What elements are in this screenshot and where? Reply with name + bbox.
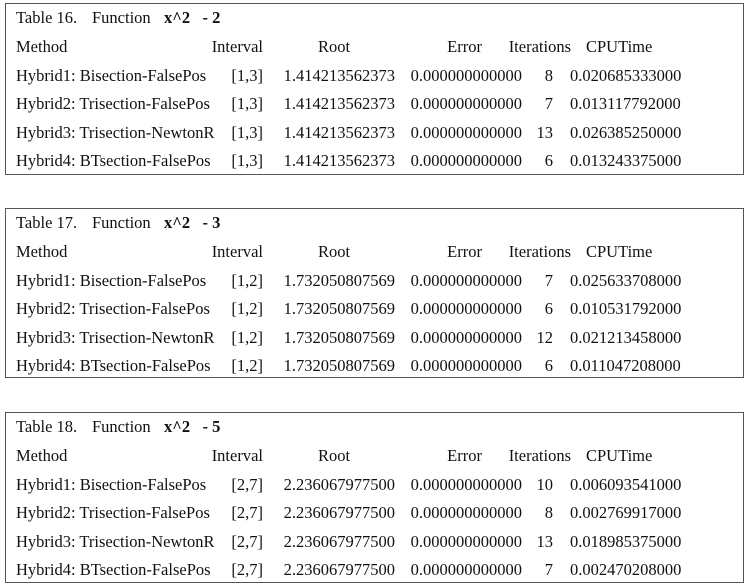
cell-root: 1.414213562373 bbox=[283, 151, 395, 170]
cell-cputime: 0.002769917000 bbox=[570, 503, 682, 522]
cell-error: 0.000000000000 bbox=[410, 270, 522, 290]
function-label: Function bbox=[92, 8, 151, 27]
cell-iterations: 10 bbox=[536, 474, 553, 494]
cell-iterations: 6 bbox=[544, 151, 553, 170]
cell-iterations: 6 bbox=[544, 299, 553, 318]
cell-cputime: 0.011047208000 bbox=[570, 356, 681, 375]
cell-cputime: 0.018985375000 bbox=[570, 531, 682, 551]
cell-root: 1.732050807569 bbox=[283, 270, 395, 290]
header-error: Error bbox=[447, 242, 482, 261]
cell-cputime: 0.025633708000 bbox=[570, 270, 682, 290]
cell-error: 0.000000000000 bbox=[410, 560, 522, 579]
cell-method: Hybrid1: Bisection-FalsePos bbox=[16, 270, 207, 290]
cell-interval: [1,3] bbox=[231, 122, 263, 142]
function-label: Function bbox=[92, 213, 151, 232]
cell-method: Hybrid4: BTsection-FalsePos bbox=[16, 560, 211, 579]
header-method: Method bbox=[16, 446, 68, 465]
cell-cputime: 0.002470208000 bbox=[570, 560, 682, 579]
cell-interval: [2,7] bbox=[231, 503, 263, 522]
cell-iterations: 7 bbox=[544, 270, 553, 290]
header-iterations: Iterations bbox=[508, 37, 571, 56]
cell-interval: [1,3] bbox=[231, 65, 263, 85]
cell-root: 1.414213562373 bbox=[283, 122, 395, 142]
cell-method: Hybrid3: Trisection-NewtonR bbox=[16, 327, 215, 347]
header-error: Error bbox=[447, 446, 482, 465]
header-interval: Interval bbox=[211, 446, 263, 465]
cell-root: 1.732050807569 bbox=[283, 327, 395, 347]
cell-error: 0.000000000000 bbox=[410, 65, 522, 85]
cell-method: Hybrid2: Trisection-FalsePos bbox=[16, 299, 210, 318]
header-cputime: CPUTime bbox=[586, 242, 653, 261]
cell-root: 2.236067977500 bbox=[283, 503, 395, 522]
cell-iterations: 13 bbox=[536, 122, 553, 142]
cell-iterations: 7 bbox=[544, 94, 553, 113]
cell-cputime: 0.013243375000 bbox=[570, 151, 682, 170]
cell-interval: [2,7] bbox=[231, 531, 263, 551]
cell-cputime: 0.021213458000 bbox=[570, 327, 682, 347]
cell-method: Hybrid4: BTsection-FalsePos bbox=[16, 151, 211, 170]
header-iterations: Iterations bbox=[508, 242, 571, 261]
cell-iterations: 8 bbox=[544, 65, 553, 85]
cell-root: 2.236067977500 bbox=[283, 474, 395, 494]
function-expression: x^2 - 3 bbox=[164, 213, 221, 232]
cell-error: 0.000000000000 bbox=[410, 474, 522, 494]
cell-iterations: 12 bbox=[536, 327, 553, 347]
cell-iterations: 8 bbox=[544, 503, 553, 522]
cell-method: Hybrid2: Trisection-FalsePos bbox=[16, 94, 210, 113]
header-interval: Interval bbox=[211, 242, 263, 261]
cell-interval: [1,3] bbox=[231, 94, 263, 113]
cell-root: 1.732050807569 bbox=[283, 299, 395, 318]
cell-method: Hybrid3: Trisection-NewtonR bbox=[16, 531, 215, 551]
header-cputime: CPUTime bbox=[586, 37, 653, 56]
cell-error: 0.000000000000 bbox=[410, 327, 522, 347]
header-error: Error bbox=[447, 37, 482, 56]
cell-interval: [1,2] bbox=[231, 356, 263, 375]
cell-error: 0.000000000000 bbox=[410, 531, 522, 551]
header-root: Root bbox=[318, 242, 351, 261]
cell-method: Hybrid1: Bisection-FalsePos bbox=[16, 474, 207, 494]
cell-interval: [1,3] bbox=[231, 151, 263, 170]
results-table bbox=[5, 412, 744, 583]
cell-error: 0.000000000000 bbox=[410, 503, 522, 522]
header-root: Root bbox=[318, 446, 351, 465]
cell-root: 1.414213562373 bbox=[283, 65, 395, 85]
cell-cputime: 0.013117792000 bbox=[570, 94, 681, 113]
table-label: Table 16. bbox=[16, 8, 78, 27]
cell-interval: [2,7] bbox=[231, 474, 263, 494]
header-method: Method bbox=[16, 242, 68, 261]
cell-iterations: 7 bbox=[544, 560, 553, 579]
results-table bbox=[5, 3, 744, 175]
table-label: Table 17. bbox=[16, 213, 78, 232]
cell-error: 0.000000000000 bbox=[410, 299, 522, 318]
cell-cputime: 0.010531792000 bbox=[570, 299, 682, 318]
header-cputime: CPUTime bbox=[586, 446, 653, 465]
cell-error: 0.000000000000 bbox=[410, 122, 522, 142]
table-label: Table 18. bbox=[16, 417, 78, 436]
cell-error: 0.000000000000 bbox=[410, 151, 522, 170]
function-label: Function bbox=[92, 417, 151, 436]
cell-interval: [1,2] bbox=[231, 299, 263, 318]
header-iterations: Iterations bbox=[508, 446, 571, 465]
cell-error: 0.000000000000 bbox=[410, 94, 522, 113]
function-expression: x^2 - 5 bbox=[164, 417, 221, 436]
cell-root: 2.236067977500 bbox=[283, 560, 395, 579]
cell-interval: [2,7] bbox=[231, 560, 263, 579]
header-root: Root bbox=[318, 37, 351, 56]
cell-root: 1.414213562373 bbox=[283, 94, 395, 113]
cell-method: Hybrid3: Trisection-NewtonR bbox=[16, 122, 215, 142]
cell-error: 0.000000000000 bbox=[410, 356, 522, 375]
cell-method: Hybrid4: BTsection-FalsePos bbox=[16, 356, 211, 375]
cell-method: Hybrid1: Bisection-FalsePos bbox=[16, 65, 207, 85]
function-expression: x^2 - 2 bbox=[164, 8, 221, 27]
cell-iterations: 6 bbox=[544, 356, 553, 375]
cell-interval: [1,2] bbox=[231, 327, 263, 347]
results-table bbox=[5, 208, 744, 378]
header-method: Method bbox=[16, 37, 68, 56]
header-interval: Interval bbox=[211, 37, 263, 56]
cell-cputime: 0.026385250000 bbox=[570, 122, 682, 142]
cell-root: 1.732050807569 bbox=[283, 356, 395, 375]
cell-cputime: 0.020685333000 bbox=[570, 65, 682, 85]
cell-iterations: 13 bbox=[536, 531, 553, 551]
cell-interval: [1,2] bbox=[231, 270, 263, 290]
cell-root: 2.236067977500 bbox=[283, 531, 395, 551]
cell-method: Hybrid2: Trisection-FalsePos bbox=[16, 503, 210, 522]
cell-cputime: 0.006093541000 bbox=[570, 474, 682, 494]
